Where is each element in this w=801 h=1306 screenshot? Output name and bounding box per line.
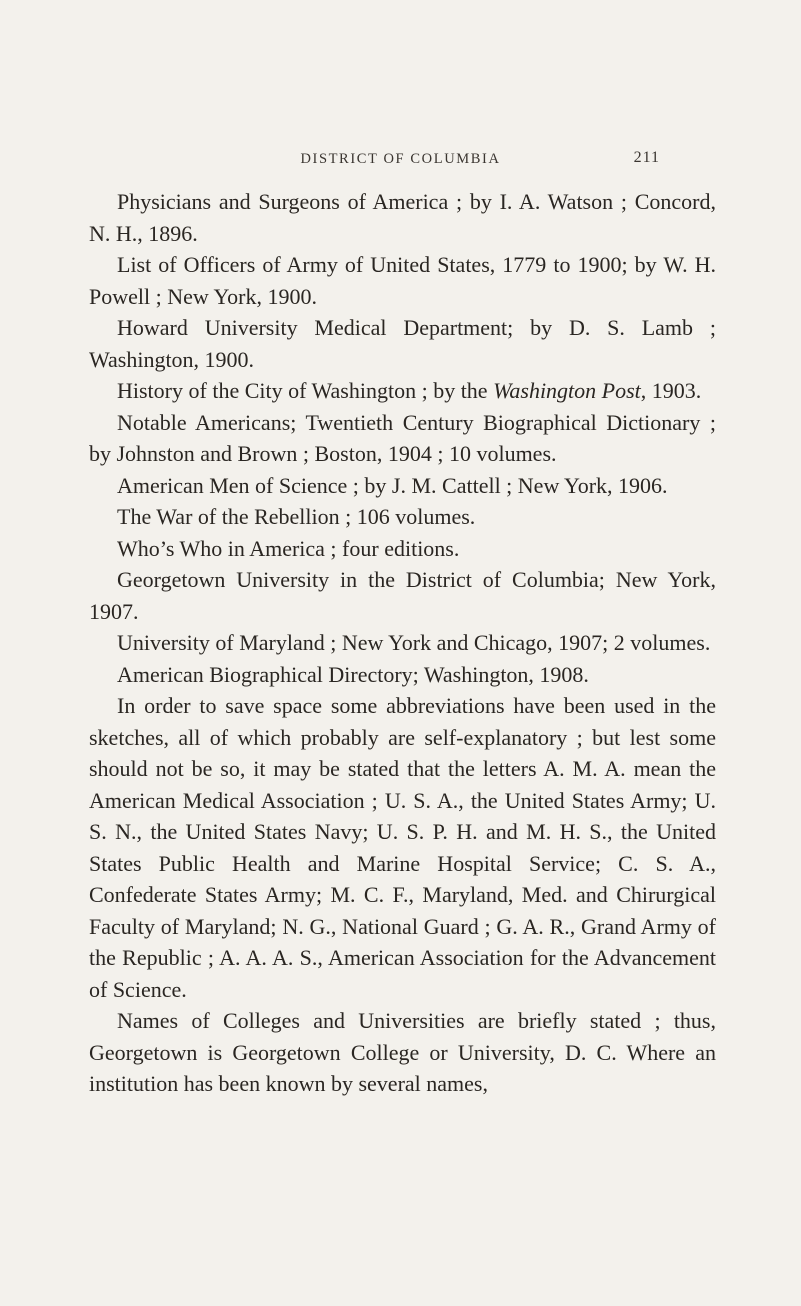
running-head: DISTRICT OF COLUMBIA — [300, 151, 501, 167]
entry-howard-university: Howard University Medical Department; by D. S. Lamb ; Washington, 1900. — [89, 315, 716, 372]
entry-war-of-rebellion: The War of the Rebellion ; 106 volumes. — [117, 504, 476, 529]
entry-american-men-of-science: American Men of Science ; by J. M. Cattell ; New York, 1906. — [117, 472, 668, 498]
entry-list-of-officers: List of Officers of Army of United States, 1779 to 1900; by W. H. Powell ; New York, 1900. — [89, 252, 716, 309]
entry-notable-americans: Notable Americans; Twentieth Century Biographical Dictionary ; by Johnston and Brown ; Boston, 1904 ; 10 volumes. — [89, 409, 716, 466]
page-number: 211 — [633, 149, 660, 166]
entry-university-of-maryland: University of Maryland ; New York and Chicago, 1907; 2 volumes. — [117, 630, 711, 655]
entry-whos-who: Who’s Who in America ; four editions. — [117, 535, 460, 561]
body-text — [89, 186, 716, 1100]
entry-georgetown-university: Georgetown University in the District of Columbia; New York, 1907. — [89, 567, 716, 624]
entry-american-biographical-directory: American Biographical Directory; Washington, 1908. — [117, 661, 589, 687]
college-names-paragraph: Names of Colleges and Universities are briefly stated ; thus, Georgetown is Georgetown College or University, D. C. Where an institution has been known by several names, — [89, 1008, 716, 1096]
abbreviations-paragraph: In order to save space some abbreviations have been used in the sketches, all of which probably are self-explanatory ; but lest some should not be so, it may be stated that the letters A. M. A. mean the American Medical Association ; U. S. A., the United States Army; U. S. N., the United States Navy; U. S. P. H. and M. H. S., the United States Public Health and Marine Hospital Service; C. S. A., Confederate States Army; M. C. F., Maryland, Med. and Chirurgical Faculty of Maryland; N. G., National Guard ; G. A. R., Grand Army of the Republic ; A. A. A. S., American Association for the Advancement of Science. — [89, 693, 716, 1002]
entry-text: History of the City of Washington ; by the — [117, 378, 494, 403]
entry-text: , 1903. — [640, 378, 702, 403]
entry-history-of-washington — [89, 375, 716, 407]
italic-title: Washington Post — [493, 378, 641, 403]
entry-physicians-surgeons: Physicians and Surgeons of America ; by I. A. Watson ; Concord, N. H., 1896. — [89, 189, 716, 246]
